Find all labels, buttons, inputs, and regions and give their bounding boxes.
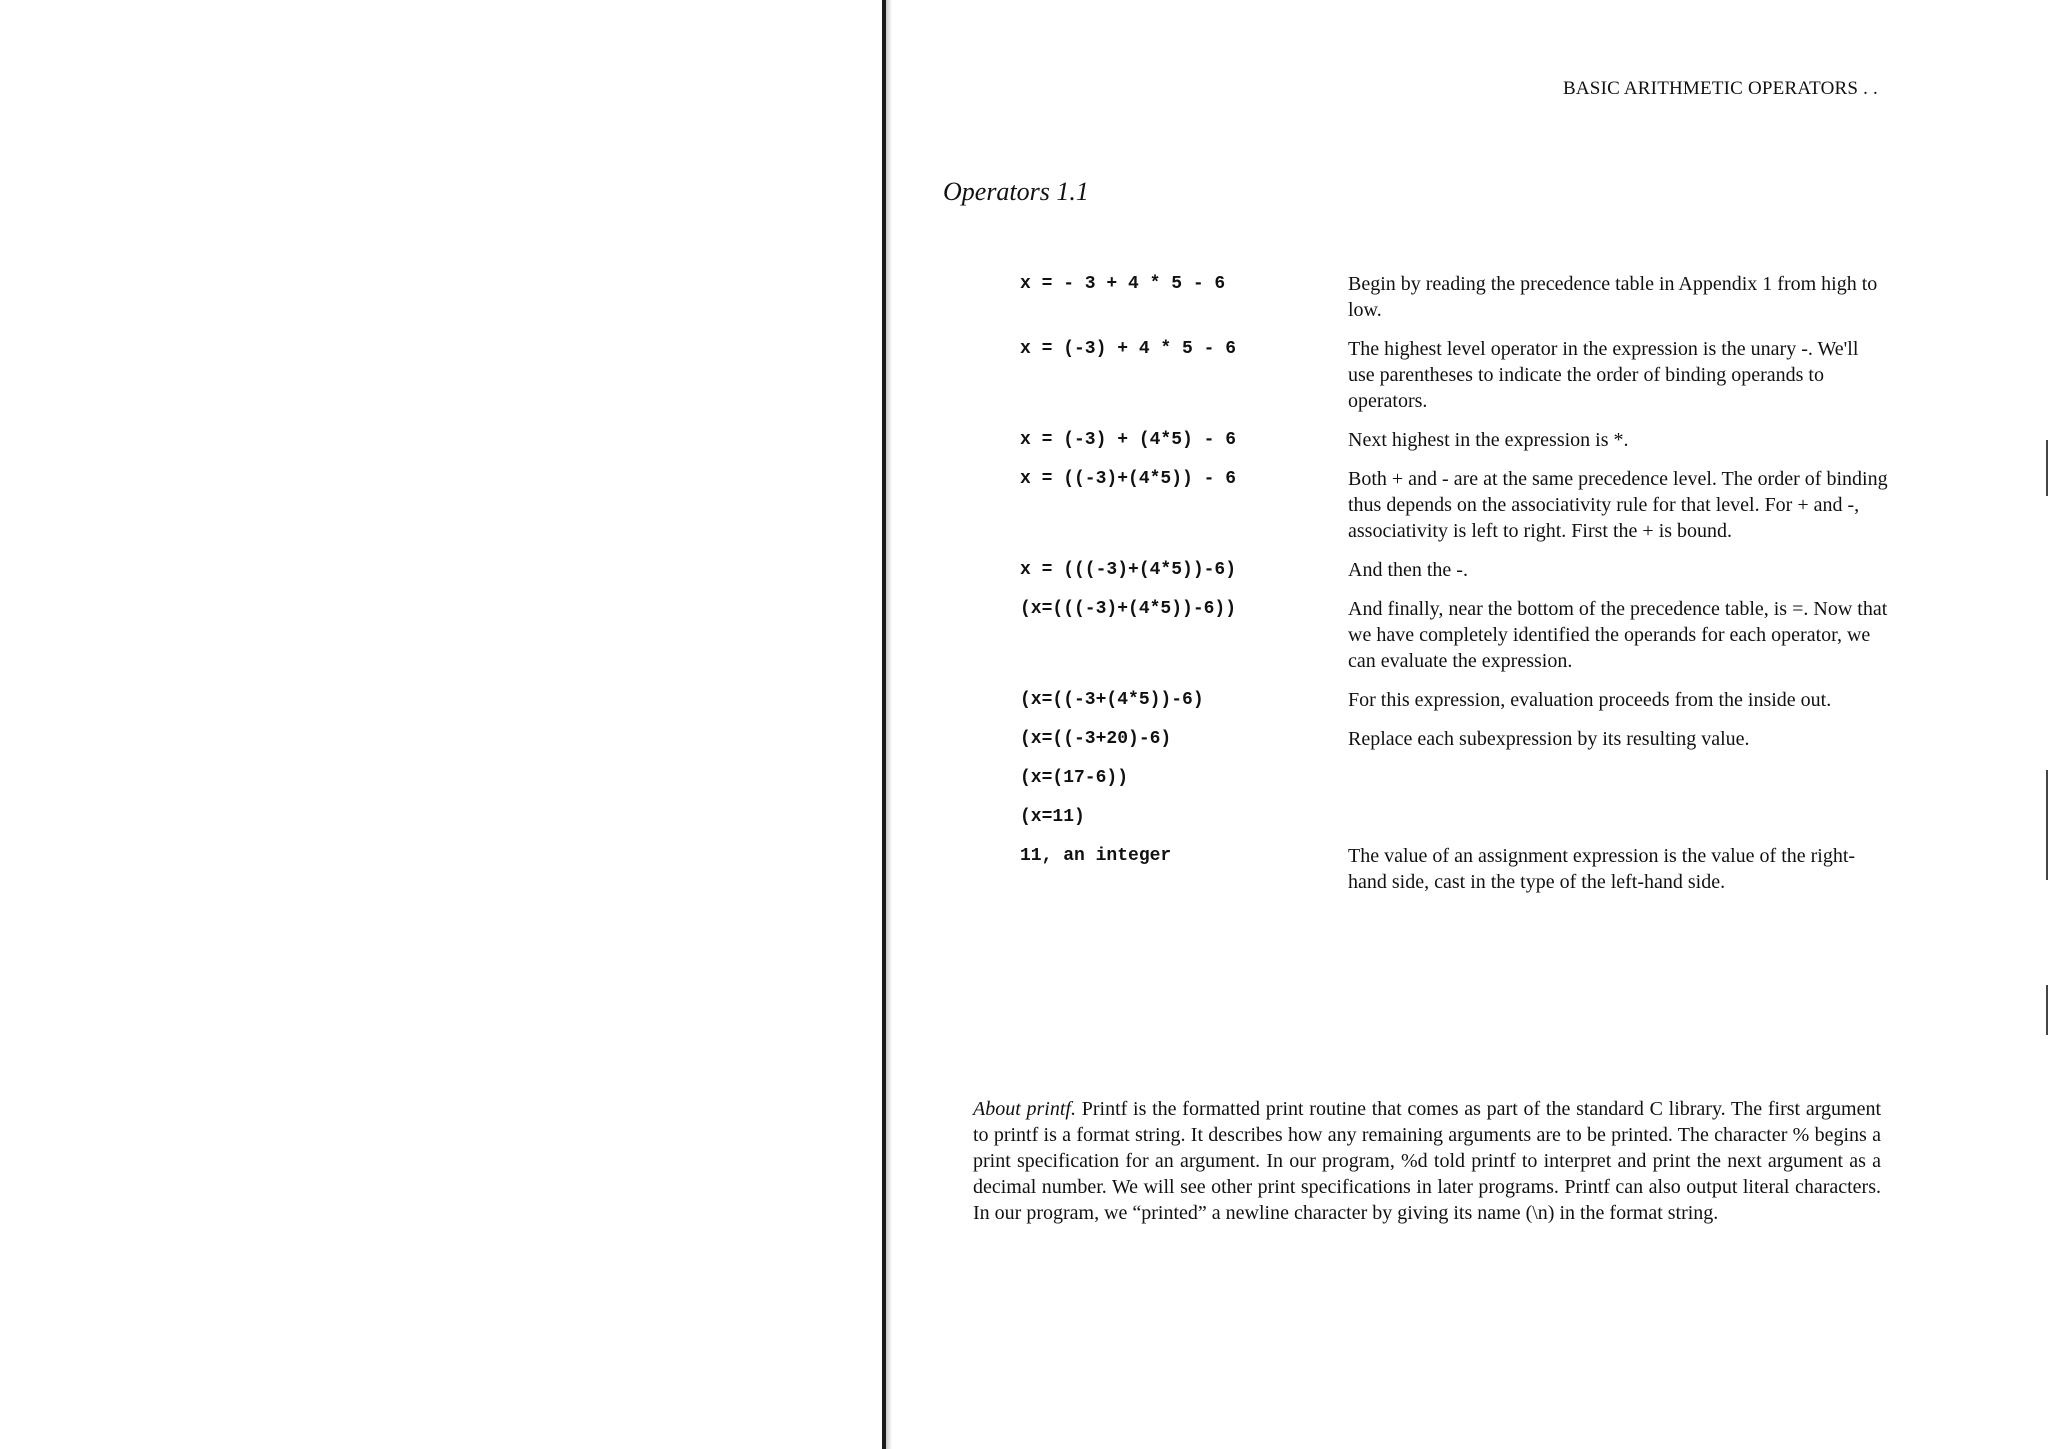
about-printf-paragraph	[973, 1096, 1881, 1226]
step-expression: x = - 3 + 4 * 5 - 6	[1020, 274, 1226, 294]
about-printf-body: Printf is the formatted print routine that comes as part of the standard C library. The first argument to printf is a format string. It describes how any remaining arguments are to be printed. The character % begins a print specification for an argument. In our program, %d told printf to interpret and print the next argument as a decimal number. We will see other print specifications in later programs. Printf can also output literal characters. In our program, we “printed” a newline character by giving its name (\n) in the format string.	[973, 1098, 1882, 1224]
step-explanation: And then the -.	[1348, 559, 1468, 581]
step-row	[1020, 427, 1890, 453]
step-expression: (x=(17-6))	[1020, 768, 1129, 788]
step-row	[1020, 843, 1890, 895]
spine-shadow	[886, 0, 892, 1449]
step-row	[1020, 726, 1890, 752]
step-explanation: Both + and - are at the same precedence level. The order of binding thus depends on the associativity rule for that level. For + and -, associativity is left to right. First the + is bound.	[1348, 468, 1888, 542]
step-expression: (x=((-3+20)-6)	[1020, 729, 1172, 749]
step-expression: x = (-3) + 4 * 5 - 6	[1020, 339, 1237, 359]
step-explanation: Next highest in the expression is *.	[1348, 429, 1629, 451]
step-expression: (x=((-3+(4*5))-6)	[1020, 690, 1204, 710]
running-head: BASIC ARITHMETIC OPERATORS . .	[1563, 78, 1878, 99]
evaluation-steps	[1020, 271, 1890, 908]
step-explanation: The value of an assignment expression is the value of the right-hand side, cast in the type of the left-hand side.	[1348, 845, 1856, 893]
step-row	[1020, 687, 1890, 713]
section-title: Operators 1.1	[943, 177, 1089, 206]
step-explanation: Replace each subexpression by its resulting value.	[1348, 728, 1750, 750]
step-row	[1020, 336, 1890, 414]
step-row	[1020, 596, 1890, 674]
step-row	[1020, 804, 1890, 830]
step-row	[1020, 765, 1890, 791]
about-printf-lead: About printf.	[973, 1098, 1076, 1120]
step-explanation: The highest level operator in the expression is the unary -. We'll use parentheses to indicate the order of binding operands to operators.	[1348, 338, 1859, 412]
step-expression: (x=11)	[1020, 807, 1085, 827]
step-row	[1020, 557, 1890, 583]
step-expression: x = (((-3)+(4*5))-6)	[1020, 560, 1237, 580]
step-row	[1020, 271, 1890, 323]
step-expression: (x=(((-3)+(4*5))-6))	[1020, 599, 1237, 619]
step-explanation: And finally, near the bottom of the precedence table, is =. Now that we have completely identified the operands for each operator, we can evaluate the expression.	[1348, 598, 1888, 672]
step-expression: 11, an integer	[1020, 846, 1172, 866]
step-row	[1020, 466, 1890, 544]
step-explanation: Begin by reading the precedence table in Appendix 1 from high to low.	[1348, 273, 1878, 321]
step-expression: x = ((-3)+(4*5)) - 6	[1020, 469, 1237, 489]
step-explanation: For this expression, evaluation proceeds from the inside out.	[1348, 689, 1832, 711]
step-expression: x = (-3) + (4*5) - 6	[1020, 430, 1237, 450]
